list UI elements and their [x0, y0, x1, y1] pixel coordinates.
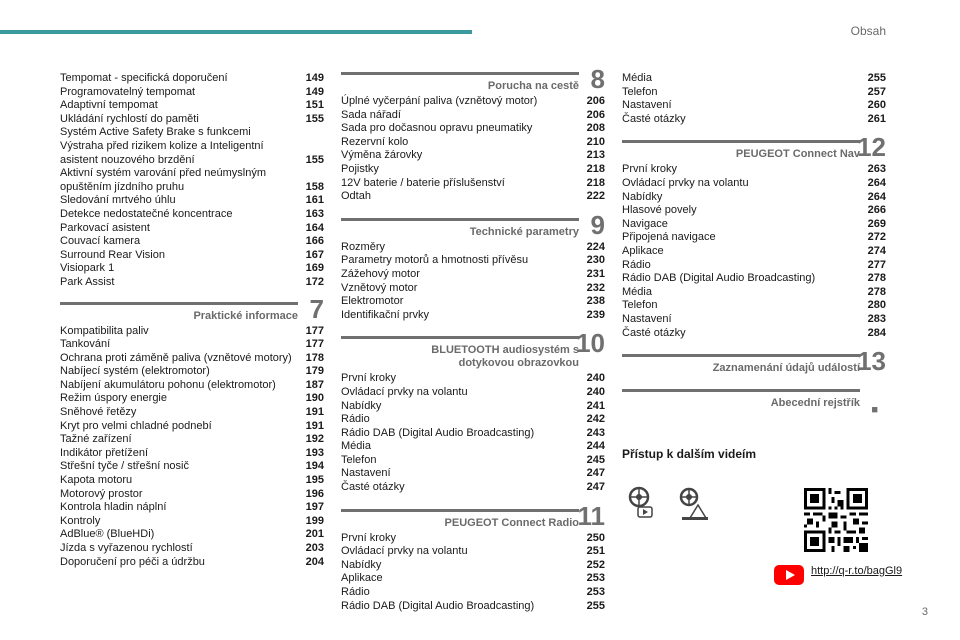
section-rule — [341, 336, 579, 339]
wheel-hazard-video-icon[interactable] — [678, 486, 708, 522]
section-title: BLUETOOTH audiosystém s dotykovou obrazovkou — [431, 344, 579, 370]
toc-entry-page: 272 — [867, 231, 886, 244]
toc-entry-title: Rezervní kolo — [341, 135, 409, 148]
toc-entry-page: 164 — [305, 221, 324, 234]
toc-entry-page: 253 — [586, 586, 605, 599]
toc-entry[interactable] — [60, 365, 324, 379]
toc-entry-title: Média — [622, 285, 652, 298]
toc-entry-page: 201 — [305, 528, 324, 541]
toc-entry-page: 244 — [586, 440, 605, 453]
toc-entry-page: 210 — [586, 135, 605, 148]
toc-entry-page: 251 — [586, 545, 605, 558]
toc-entry[interactable] — [341, 440, 605, 454]
toc-entry[interactable] — [341, 545, 605, 559]
toc-entry[interactable] — [341, 95, 605, 109]
section-header-index — [622, 389, 886, 417]
section-header-9 — [341, 209, 605, 240]
toc-entry-page: 206 — [586, 108, 605, 121]
toc-entry-title: Rádio — [341, 586, 370, 599]
section-header-7 — [60, 293, 324, 324]
toc-entry-title: Připojená navigace — [622, 231, 716, 244]
toc-entry-page: 151 — [305, 99, 324, 112]
toc-entry-page: 179 — [305, 365, 324, 378]
section-number: 11 — [577, 500, 605, 531]
toc-entry-title: Detekce nedostatečné koncentrace — [60, 207, 233, 220]
toc-entry-page: 283 — [867, 312, 886, 325]
toc-entry[interactable] — [341, 454, 605, 468]
toc-entry-page: 255 — [586, 599, 605, 612]
toc-entry-page: 190 — [305, 392, 324, 405]
page-header-title: Obsah — [850, 24, 886, 38]
toc-entry[interactable] — [341, 467, 605, 481]
toc-entry-title: Kryt pro velmi chladné podnebí — [60, 419, 212, 432]
toc-entry-title: Doporučení pro péči a údržbu — [60, 555, 205, 568]
toc-entry[interactable] — [60, 556, 324, 570]
toc-entry-page: 163 — [305, 207, 324, 220]
toc-entry-title: Rádio — [622, 258, 651, 271]
toc-entry[interactable] — [341, 109, 605, 123]
toc-entry[interactable] — [341, 177, 605, 191]
toc-entry[interactable] — [341, 600, 605, 614]
toc-entry[interactable] — [341, 400, 605, 414]
toc-entry-title: Telefon — [622, 85, 658, 98]
toc-entry[interactable] — [622, 163, 886, 177]
toc-entry[interactable] — [341, 149, 605, 163]
toc-entry-page: 240 — [586, 385, 605, 398]
toc-entry-page: 269 — [867, 217, 886, 230]
toc-entry-title: Parkovací asistent — [60, 221, 150, 234]
toc-entry[interactable] — [622, 204, 886, 218]
toc-entry[interactable] — [622, 259, 886, 273]
toc-entry-page: 238 — [586, 295, 605, 308]
toc-entry-title: Nabíjení akumulátoru pohonu (elektromotor) — [60, 378, 276, 391]
toc-entry-page: 161 — [305, 194, 324, 207]
toc-entry-page: 242 — [586, 413, 605, 426]
toc-entry[interactable] — [341, 190, 605, 204]
toc-entry[interactable] — [622, 245, 886, 259]
toc-entry[interactable] — [60, 222, 324, 236]
toc-entry[interactable] — [341, 386, 605, 400]
toc-entry-title: 12V baterie / baterie příslušenství — [341, 176, 505, 189]
toc-entry-title: Rádio DAB (Digital Audio Broadcasting) — [622, 272, 816, 285]
section-title: Praktické informace — [193, 309, 298, 322]
toc-entry-title: Výměna žárovky — [341, 149, 423, 162]
section-title: PEUGEOT Connect Radio — [444, 516, 579, 529]
toc-entry-title: Časté otázky — [622, 326, 686, 339]
toc-entry-title: Tankování — [60, 338, 111, 351]
toc-entry-page: 191 — [305, 419, 324, 432]
toc-entry-page: 177 — [305, 324, 324, 337]
toc-entry-page: 232 — [586, 281, 605, 294]
toc-column-1 — [60, 72, 324, 569]
toc-entry-page: 260 — [867, 99, 886, 112]
toc-entry[interactable] — [60, 194, 324, 208]
toc-entry-page: 253 — [586, 572, 605, 585]
toc-entry-page: 191 — [305, 406, 324, 419]
section-rule — [622, 389, 860, 392]
toc-entry[interactable] — [341, 481, 605, 495]
toc-entry[interactable] — [341, 586, 605, 600]
toc-entry[interactable] — [60, 276, 324, 290]
toc-list — [622, 163, 886, 340]
toc-entry[interactable] — [60, 72, 324, 86]
toc-entry-page: 172 — [305, 275, 324, 288]
toc-entry[interactable] — [60, 474, 324, 488]
header-accent-bar — [0, 30, 472, 34]
section-title: Abecední rejstřík — [770, 397, 860, 410]
toc-entry-page: 203 — [305, 542, 324, 554]
toc-entry[interactable] — [622, 86, 886, 100]
toc-entry[interactable] — [622, 191, 886, 205]
toc-entry-page: 149 — [305, 85, 324, 98]
section-number: 12 — [857, 132, 886, 163]
toc-entry-title: Úplné vyčerpání paliva (vznětový motor) — [341, 95, 538, 107]
toc-entry-title: AdBlue® (BlueHDi) — [60, 528, 155, 541]
toc-entry[interactable] — [60, 99, 324, 113]
toc-entry-title: První kroky — [341, 372, 397, 385]
toc-entry-title: Aplikace — [341, 572, 383, 585]
toc-entry[interactable] — [341, 254, 605, 268]
toc-entry[interactable] — [60, 262, 324, 276]
index-marker: ■ — [871, 404, 878, 417]
toc-entry-page: 195 — [305, 474, 324, 487]
section-title: Porucha na cestě — [487, 80, 579, 92]
toc-entry[interactable] — [622, 72, 886, 86]
toc-entry-page: 231 — [586, 267, 605, 280]
toc-entry[interactable] — [341, 427, 605, 441]
toc-entry[interactable] — [622, 231, 886, 245]
toc-entry[interactable] — [341, 572, 605, 586]
toc-entry[interactable] — [60, 235, 324, 249]
toc-entry-title: Sada pro dočasnou opravu pneumatiky — [341, 122, 533, 135]
toc-list — [622, 72, 886, 126]
toc-entry[interactable] — [60, 167, 324, 194]
toc-entry[interactable] — [341, 295, 605, 309]
toc-entry-page: 178 — [305, 351, 324, 364]
section-title: Technické parametry — [469, 225, 579, 238]
toc-entry-title: Hlasové povely — [622, 204, 697, 217]
toc-entry-title: Sada nářadí — [341, 108, 401, 121]
toc-entry-title: Ochrana proti záměně paliva (vznětové motory) — [60, 351, 292, 364]
toc-entry-page: 250 — [586, 531, 605, 544]
toc-entry[interactable] — [622, 299, 886, 313]
section-header-13 — [622, 346, 886, 377]
section-rule — [60, 302, 298, 305]
toc-entry-title: Nabíjecí systém (elektromotor) — [60, 365, 210, 378]
toc-entry[interactable] — [622, 113, 886, 127]
section-header-8 — [341, 64, 605, 94]
toc-entry-page: 222 — [586, 190, 605, 203]
section-rule — [622, 354, 860, 357]
toc-entry-page: 240 — [586, 372, 605, 385]
toc-entry[interactable] — [60, 460, 324, 474]
toc-entry-title: Rádio DAB (Digital Audio Broadcasting) — [341, 599, 535, 612]
toc-entry-title: Telefon — [622, 299, 658, 312]
toc-entry-page: 230 — [586, 254, 605, 267]
toc-entry-title: Zážehový motor — [341, 267, 420, 280]
toc-entry[interactable] — [60, 420, 324, 434]
toc-entry-title: Sledování mrtvého úhlu — [60, 194, 176, 207]
toc-entry-title: Aktivní systém varování před neúmyslným opuštěním jízdního pruhu — [60, 167, 267, 193]
toc-entry[interactable] — [60, 325, 324, 339]
toc-entry[interactable] — [341, 309, 605, 323]
toc-entry-title: Kompatibilita paliv — [60, 324, 149, 337]
toc-entry-page: 166 — [305, 235, 324, 248]
toc-entry[interactable] — [341, 282, 605, 296]
toc-entry-title: Kontroly — [60, 514, 101, 527]
toc-entry-title: Nabídky — [341, 558, 382, 571]
toc-entry-title: Vznětový motor — [341, 281, 418, 294]
toc-entry[interactable] — [60, 126, 324, 167]
toc-entry-page: 257 — [867, 85, 886, 98]
toc-entry-page: 213 — [586, 149, 605, 162]
section-number: 13 — [857, 346, 886, 377]
toc-entry-title: Režim úspory energie — [60, 392, 167, 405]
toc-entry[interactable] — [622, 99, 886, 113]
section-number: 10 — [576, 328, 605, 359]
section-title: Zaznamenání údajů událostí — [712, 362, 860, 375]
section-number: 9 — [590, 209, 605, 240]
page-number: 3 — [921, 606, 928, 618]
toc-entry-page: 243 — [586, 426, 605, 439]
toc-entry-page: 187 — [305, 378, 324, 391]
toc-entry[interactable] — [60, 352, 324, 366]
toc-column-3 — [622, 72, 886, 417]
toc-entry-page: 204 — [305, 555, 324, 568]
toc-entry-title: Rádio DAB (Digital Audio Broadcasting) — [341, 426, 535, 439]
toc-entry-title: Tažné zařízení — [60, 433, 132, 446]
toc-entry-title: Nastavení — [622, 99, 672, 112]
toc-entry-page: 218 — [586, 176, 605, 189]
section-rule — [341, 509, 579, 512]
toc-entry-page: 241 — [586, 399, 605, 412]
toc-list — [341, 532, 605, 614]
toc-entry-title: Nastavení — [341, 467, 391, 480]
toc-list — [341, 241, 605, 323]
toc-entry[interactable] — [622, 313, 886, 327]
toc-entry-page: 264 — [867, 190, 886, 203]
toc-entry-title: Střešní tyče / střešní nosič — [60, 460, 189, 473]
toc-entry[interactable] — [60, 447, 324, 461]
toc-entry-page: 280 — [867, 299, 886, 312]
toc-entry-page: 278 — [867, 285, 886, 298]
section-rule — [341, 218, 579, 221]
toc-entry[interactable] — [60, 86, 324, 100]
toc-entry[interactable] — [60, 433, 324, 447]
toc-list — [341, 372, 605, 494]
toc-entry-page: 239 — [586, 308, 605, 321]
toc-entry-page: 158 — [305, 180, 324, 193]
toc-entry-title: Adaptivní tempomat — [60, 99, 158, 112]
toc-entry[interactable] — [60, 392, 324, 406]
toc-entry-title: Couvací kamera — [60, 235, 141, 248]
toc-entry-title: Ukládání rychlostí do paměti — [60, 112, 199, 125]
toc-entry-title: Rozměry — [341, 240, 386, 253]
toc-entry[interactable] — [60, 515, 324, 529]
toc-entry-page: 196 — [305, 487, 324, 500]
toc-entry[interactable] — [622, 218, 886, 232]
toc-entry[interactable] — [622, 177, 886, 191]
toc-entry-page: 177 — [305, 338, 324, 351]
section-rule — [622, 140, 860, 143]
toc-entry-page: 149 — [305, 72, 324, 84]
section-number: 7 — [309, 293, 324, 324]
toc-entry[interactable] — [60, 208, 324, 222]
toc-entry[interactable] — [60, 501, 324, 515]
toc-list — [60, 72, 324, 290]
toc-entry[interactable] — [60, 542, 324, 556]
toc-entry[interactable] — [60, 379, 324, 393]
toc-entry-title: Parametry motorů a hmotnosti přívěsu — [341, 254, 529, 267]
video-link[interactable]: http://q-r.to/bagGl9 — [811, 565, 903, 577]
toc-entry[interactable] — [622, 286, 886, 300]
toc-entry-title: Elektromotor — [341, 295, 404, 308]
toc-entry[interactable] — [341, 122, 605, 136]
toc-entry-title: Média — [341, 440, 371, 453]
toc-entry-page: 245 — [586, 453, 605, 466]
toc-entry-title: Nabídky — [622, 190, 663, 203]
toc-entry-title: Nastavení — [622, 312, 672, 325]
toc-entry-title: Rádio — [341, 413, 370, 426]
toc-entry-title: Systém Active Safety Brake s funkcemi Výstraha před rizikem kolize a Inteligentní asistent nouzového brzdění — [60, 126, 264, 166]
toc-entry-page: 193 — [305, 446, 324, 459]
toc-entry[interactable] — [341, 136, 605, 150]
section-header-11 — [341, 500, 605, 531]
toc-entry-title: Navigace — [622, 217, 668, 230]
toc-entry[interactable] — [341, 241, 605, 255]
toc-entry[interactable] — [60, 528, 324, 542]
toc-entry-title: Tempomat - specifická doporučení — [60, 72, 228, 84]
toc-entry-title: Časté otázky — [622, 112, 686, 125]
toc-entry-page: 218 — [586, 162, 605, 175]
toc-entry-title: Indikátor přetížení — [60, 446, 149, 459]
toc-entry-page: 155 — [305, 112, 324, 125]
toc-entry-title: Média — [622, 72, 652, 84]
qr-code[interactable] — [804, 488, 868, 552]
toc-entry-page: 197 — [305, 501, 324, 514]
toc-entry-title: Ovládací prvky na volantu — [341, 545, 468, 558]
toc-entry-page: 263 — [867, 163, 886, 176]
toc-entry-page: 278 — [867, 272, 886, 285]
toc-entry[interactable] — [341, 559, 605, 573]
toc-entry-title: První kroky — [622, 163, 678, 176]
toc-entry-title: Ovládací prvky na volantu — [341, 385, 468, 398]
section-title: PEUGEOT Connect Nav — [735, 148, 860, 161]
toc-entry-title: Jízda s vyřazenou rychlostí — [60, 542, 193, 554]
toc-entry[interactable] — [60, 113, 324, 127]
toc-entry-page: 252 — [586, 558, 605, 571]
toc-entry-title: Pojistky — [341, 162, 379, 175]
toc-entry-title: Visiopark 1 — [60, 262, 115, 275]
toc-entry-page: 264 — [867, 176, 886, 189]
toc-entry[interactable] — [341, 372, 605, 386]
toc-entry[interactable] — [341, 268, 605, 282]
toc-entry-title: Kontrola hladin náplní — [60, 501, 167, 514]
toc-entry-title: Surround Rear Vision — [60, 248, 165, 261]
toc-entry-page: 247 — [586, 467, 605, 480]
section-header-10 — [341, 328, 605, 370]
toc-entry-page: 194 — [305, 460, 324, 473]
toc-entry[interactable] — [341, 413, 605, 427]
videos-heading: Přístup k dalším videím — [622, 447, 757, 461]
toc-list — [60, 325, 324, 570]
toc-entry-title: Časté otázky — [341, 481, 405, 494]
wheel-video-icon[interactable] — [626, 486, 656, 522]
toc-entry[interactable] — [341, 532, 605, 546]
toc-entry-page: 167 — [305, 248, 324, 261]
toc-entry-page: 169 — [305, 262, 324, 275]
toc-entry[interactable] — [60, 338, 324, 352]
toc-entry-page: 206 — [586, 95, 605, 107]
toc-column-2 — [341, 64, 605, 613]
toc-entry-page: 274 — [867, 244, 886, 257]
toc-entry[interactable] — [341, 163, 605, 177]
toc-entry-title: Kapota motoru — [60, 474, 133, 487]
toc-entry[interactable] — [60, 406, 324, 420]
toc-entry-page: 277 — [867, 258, 886, 271]
toc-entry-title: Park Assist — [60, 275, 115, 288]
toc-entry-page: 255 — [867, 72, 886, 84]
toc-entry[interactable] — [60, 249, 324, 263]
toc-entry-page: 247 — [586, 481, 605, 494]
section-rule — [341, 72, 579, 75]
toc-entry-title: Nabídky — [341, 399, 382, 412]
toc-list — [341, 95, 605, 204]
toc-entry[interactable] — [622, 272, 886, 286]
toc-entry-page: 155 — [305, 153, 324, 166]
toc-entry-title: Aplikace — [622, 244, 664, 257]
toc-entry-page: 224 — [586, 240, 605, 253]
toc-entry-title: Programovatelný tempomat — [60, 85, 196, 98]
toc-entry-page: 192 — [305, 433, 324, 446]
toc-entry-title: Odtah — [341, 190, 371, 203]
toc-entry-title: První kroky — [341, 531, 397, 544]
toc-entry[interactable] — [60, 488, 324, 502]
toc-entry-title: Identifikační prvky — [341, 308, 430, 321]
toc-entry-title: Sněhové řetězy — [60, 406, 137, 419]
toc-entry-title: Ovládací prvky na volantu — [622, 176, 749, 189]
section-number: 8 — [590, 64, 605, 94]
toc-entry-page: 199 — [305, 514, 324, 527]
toc-entry-page: 266 — [867, 204, 886, 217]
toc-entry-title: Motorový prostor — [60, 487, 143, 500]
toc-entry-title: Telefon — [341, 453, 377, 466]
toc-entry-page: 261 — [867, 112, 886, 125]
toc-entry-page: 208 — [586, 122, 605, 135]
section-header-12 — [622, 132, 886, 163]
toc-entry-page: 284 — [867, 326, 886, 339]
youtube-icon[interactable] — [774, 565, 804, 585]
toc-entry[interactable] — [622, 327, 886, 341]
